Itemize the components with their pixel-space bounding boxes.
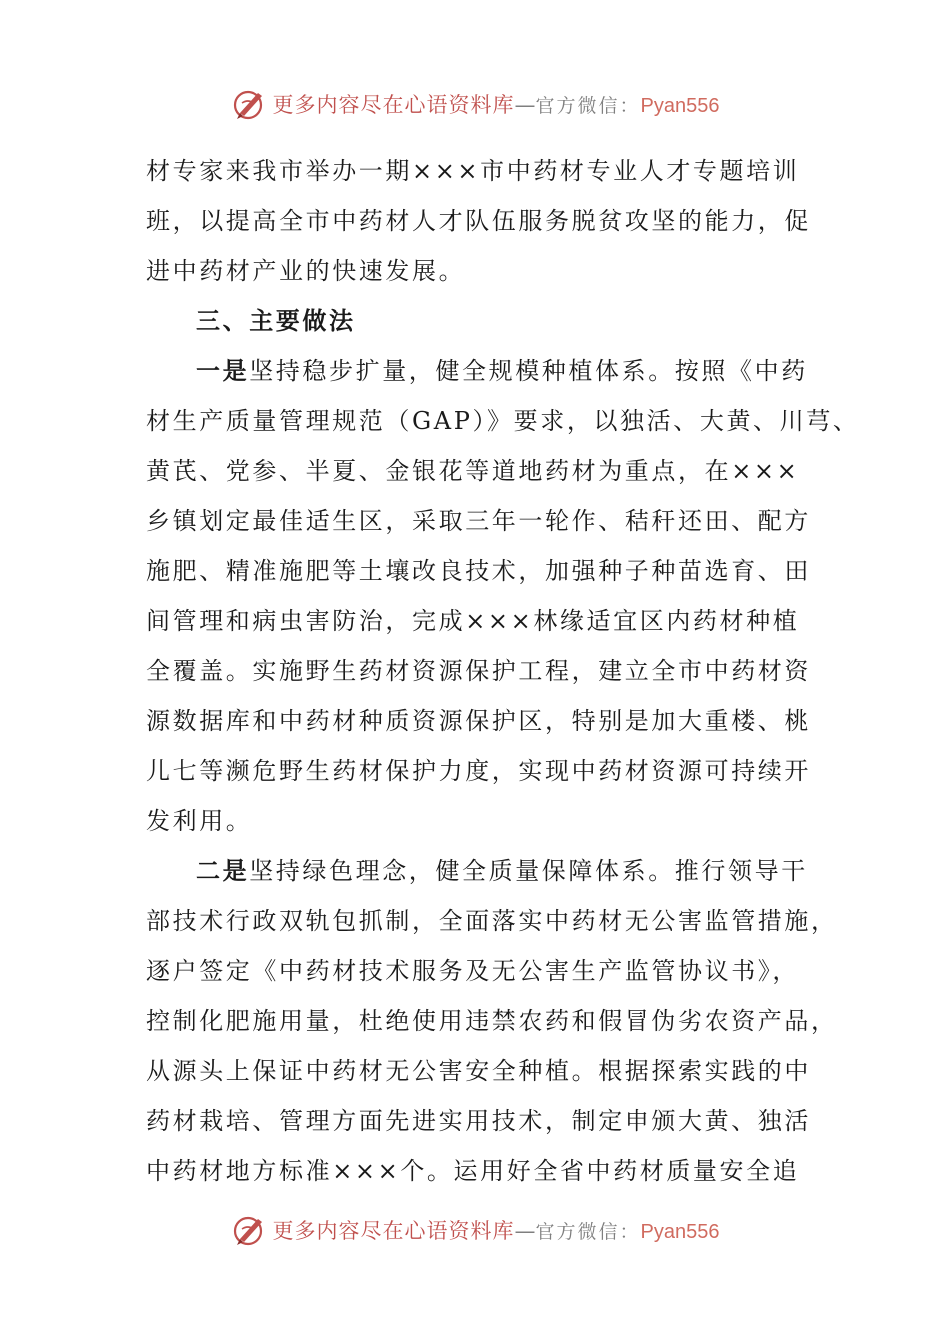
watermark-main-text: 更多内容尽在心语资料库 <box>272 93 515 117</box>
watermark-label: 官方微信： <box>535 95 641 117</box>
point2-lead: 二是 <box>196 856 250 885</box>
paragraph-line: 逐户签定《中药材技术服务及无公害生产监管协议书》， <box>146 957 799 985</box>
intro-line: 材专家来我市举办一期×××市中药材专业人才专题培训 <box>146 157 800 185</box>
pen-logo-icon <box>231 1212 267 1248</box>
header-watermark <box>0 82 950 126</box>
point1-first-line-text: 坚持稳步扩量，健全规模种植体系。按照《中药 <box>249 357 808 385</box>
footer-watermark <box>0 1208 950 1252</box>
paragraph-line: 材生产质量管理规范（GAP）》要求，以独活、大黄、川芎、 <box>146 407 860 435</box>
paragraph-line: 间管理和病虫害防治，完成×××林缘适宜区内药材种植 <box>146 607 800 635</box>
watermark-dash: — <box>514 93 536 117</box>
paragraph-line: 源数据库和中药材种质资源保护区，特别是加大重楼、桃 <box>146 707 811 735</box>
paragraph-line: 中药材地方标准×××个。运用好全省中药材质量安全追 <box>146 1157 800 1185</box>
paragraph-line: 全覆盖。实施野生药材资源保护工程，建立全市中药材资 <box>146 657 811 685</box>
paragraph-line: 乡镇划定最佳适生区，采取三年一轮作、秸秆还田、配方 <box>146 507 811 535</box>
paragraph-line: 部技术行政双轨包抓制，全面落实中药材无公害监管措施， <box>146 907 838 935</box>
document-body <box>146 146 860 1196</box>
watermark-id: Pyan556 <box>640 1221 720 1243</box>
paragraph-line: 药材栽培、管理方面先进实用技术，制定申颁大黄、独活 <box>146 1107 811 1135</box>
point1-first-line <box>146 346 826 396</box>
point2-first-line-text: 坚持绿色理念，健全质量保障体系。推行领导干 <box>249 857 808 885</box>
watermark-label: 官方微信： <box>535 1221 641 1243</box>
paragraph-line: 发利用。 <box>146 807 253 835</box>
point2-first-line <box>146 846 826 896</box>
intro-line: 进中药材产业的快速发展。 <box>146 257 466 285</box>
paragraph-line: 黄芪、党参、半夏、金银花等道地药材为重点，在××× <box>146 457 800 485</box>
watermark-id: Pyan556 <box>640 95 720 117</box>
point1-lead: 一是 <box>196 356 250 385</box>
paragraph-line: 儿七等濒危野生药材保护力度，实现中药材资源可持续开 <box>146 757 811 785</box>
paragraph-line: 控制化肥施用量，杜绝使用违禁农药和假冒伪劣农资产品， <box>146 1007 838 1035</box>
watermark-main-text: 更多内容尽在心语资料库 <box>272 1219 515 1243</box>
watermark-dash: — <box>514 1219 536 1243</box>
section-heading: 三、主要做法 <box>196 306 356 335</box>
pen-logo-icon <box>231 86 267 122</box>
paragraph-line: 从源头上保证中药材无公害安全种植。根据探索实践的中 <box>146 1057 811 1085</box>
paragraph-line: 施肥、精准施肥等土壤改良技术，加强种子种苗选育、田 <box>146 557 811 585</box>
intro-line: 班，以提高全市中药材人才队伍服务脱贫攻坚的能力，促 <box>146 207 811 235</box>
